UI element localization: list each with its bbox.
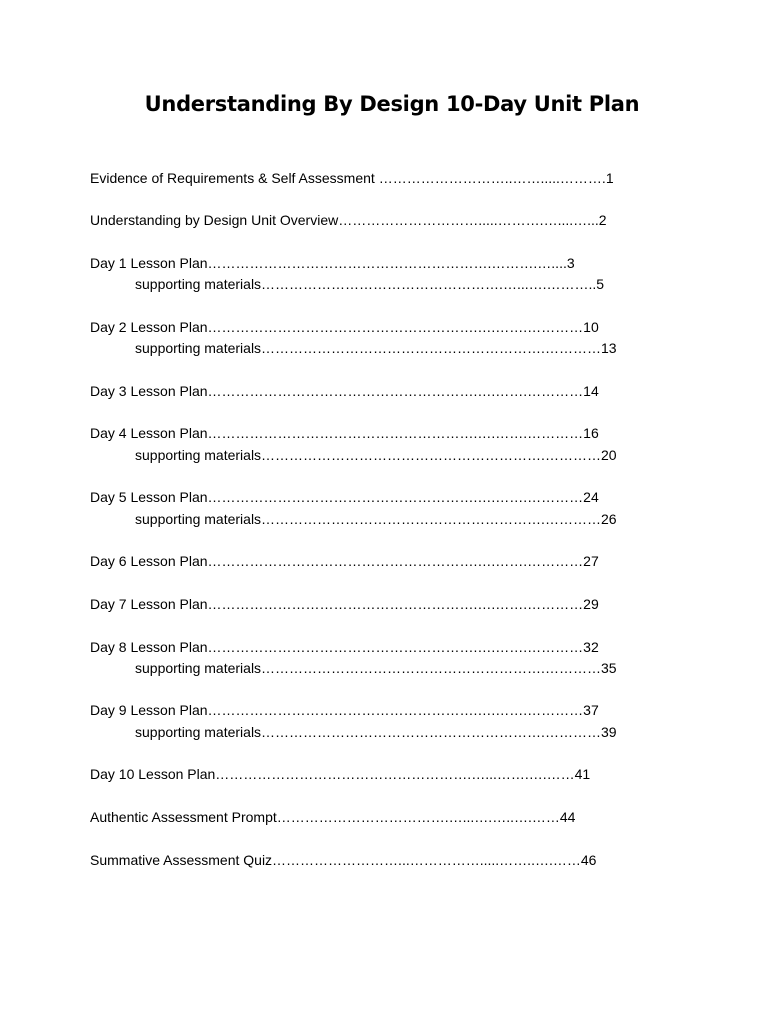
toc-subentry-day2-materials: supporting materials…………………………………………………….…………13 (135, 340, 617, 356)
toc-entry-day1: Day 1 Lesson Plan…………………………………………………….……….…....3 (90, 255, 575, 271)
toc-entry-day4: Day 4 Lesson Plan………………………………………………….….…….…………16 (90, 425, 599, 441)
toc-entry-day3: Day 3 Lesson Plan………………………………………………….….…….…………14 (90, 383, 599, 399)
document-title: Understanding By Design 10-Day Unit Plan (144, 92, 640, 116)
toc-entry-day10: Day 10 Lesson Plan……………………………………………….…...…….….……41 (90, 766, 591, 782)
toc-subentry-day4-materials: supporting materials…………………………………………………….…………20 (135, 447, 617, 463)
toc-entry-summative-quiz: Summative Assessment Quiz………………………...…………….....……..….……46 (90, 852, 597, 868)
toc-subentry-day9-materials: supporting materials…………………………………………………….…………39 (135, 724, 617, 740)
toc-entry-evidence: Evidence of Requirements & Self Assessment ………………………..…….....……….1 (90, 170, 614, 186)
toc-entry-day9: Day 9 Lesson Plan………………………………………………….….…….…………37 (90, 702, 599, 718)
toc-entry-ubd-overview: Understanding by Design Unit Overview………………………….....……….…....…...2 (90, 212, 607, 228)
toc-entry-day2: Day 2 Lesson Plan………………………………………………….….…….…………10 (90, 319, 599, 335)
toc-subentry-day1-materials: supporting materials…………………………………………….…...….………..5 (135, 276, 605, 292)
toc-entry-authentic-assessment: Authentic Assessment Prompt……………………………….…...….…..….……44 (90, 809, 576, 825)
toc-subentry-day8-materials: supporting materials…………………………………………………….…………35 (135, 660, 617, 676)
toc-entry-day7: Day 7 Lesson Plan………………………………………………….….…….…………29 (90, 596, 599, 612)
toc-subentry-day5-materials: supporting materials…………………………………………………….…………26 (135, 511, 617, 527)
toc-entry-day6: Day 6 Lesson Plan………………………………………………….….…….…………27 (90, 553, 599, 569)
toc-entry-day5: Day 5 Lesson Plan………………………………………………….….…….…………24 (90, 489, 599, 505)
toc-entry-day8: Day 8 Lesson Plan………………………………………………….….…….…………32 (90, 639, 599, 655)
